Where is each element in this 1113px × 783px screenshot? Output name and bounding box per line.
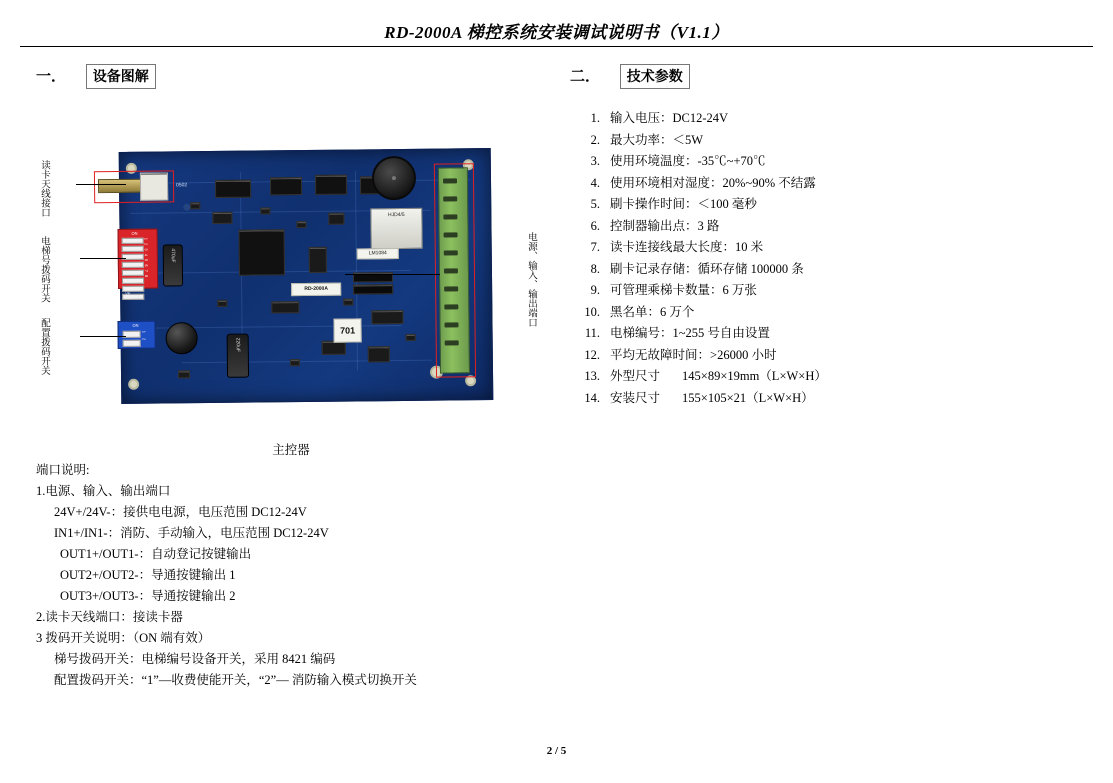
dip2-number-labels: 1 2 xyxy=(141,330,147,343)
spec-index: 7. xyxy=(590,240,600,254)
port-line: 2.读卡天线端口：接读卡器 xyxy=(36,610,183,624)
mounting-hole xyxy=(130,381,137,388)
section-two-number: 二． xyxy=(570,69,601,85)
spec-value: 3 路 xyxy=(697,218,720,233)
dip2-on-label: ON xyxy=(132,322,139,328)
section-heading-device-diagram xyxy=(36,64,156,89)
spec-index: 12. xyxy=(584,347,600,362)
spec-value: 1~255 号自由设置 xyxy=(672,326,770,340)
port-line: 1.电源、输入、输出端口 xyxy=(36,484,171,498)
spec-index: 13. xyxy=(584,369,600,383)
spec-value: 6 万张 xyxy=(722,283,757,297)
spec-label: 使用环境相对湿度： xyxy=(610,175,723,190)
spec-row xyxy=(566,388,1086,410)
page-title: RD-2000A 梯控系统安装调试说明书（V1.1） xyxy=(384,23,729,42)
port-line: IN1+/IN1-：消防、手动输入，电压范围 DC12-24V xyxy=(54,526,329,540)
silk-0502: 0502 xyxy=(176,182,188,189)
spec-row xyxy=(566,130,1086,152)
spec-row xyxy=(566,302,1086,324)
callout-antenna-port: 读卡天线接口 xyxy=(39,160,49,217)
capacitor-470uf xyxy=(163,244,183,286)
dip-switch-lever[interactable] xyxy=(123,340,141,347)
spec-label: 最大功率： xyxy=(610,132,673,147)
resistor xyxy=(296,221,306,228)
resistor xyxy=(190,202,200,209)
port-description-block xyxy=(36,460,556,691)
inductor xyxy=(165,322,197,354)
resistor xyxy=(260,207,270,214)
spec-index: 3. xyxy=(590,154,600,168)
capacitor-220uf xyxy=(227,334,249,378)
pcb-substrate xyxy=(119,148,494,404)
section-two-title: 技术参数 xyxy=(620,64,690,89)
ic-chip xyxy=(368,346,390,362)
capacitor-value-label: 220uF xyxy=(234,337,241,352)
spec-index: 2. xyxy=(590,132,600,147)
ic-chip xyxy=(212,212,232,224)
spec-row xyxy=(566,216,1086,238)
capacitor-value-label: 470uF xyxy=(169,248,176,263)
resistor xyxy=(290,359,300,366)
spec-label: 外型尺寸 xyxy=(610,369,661,383)
io-highlight-box xyxy=(434,163,476,377)
spec-label: 输入电压： xyxy=(610,111,673,125)
spec-label: 刷卡操作时间： xyxy=(610,197,698,211)
ic-chip xyxy=(215,180,251,198)
resistor xyxy=(343,299,353,306)
spec-row xyxy=(566,108,1086,130)
ic-chip xyxy=(270,177,302,195)
callout-leader xyxy=(345,274,440,275)
port-line: 3 拨码开关说明：（ON 端有效） xyxy=(36,631,211,645)
callout-leader xyxy=(76,184,126,185)
antenna-highlight-box xyxy=(94,170,174,203)
callout-elevator-dip: 电梯号拨码开关 xyxy=(39,236,49,303)
spec-label: 使用环境温度 xyxy=(610,154,686,168)
board-name-label: RD-2000A xyxy=(291,283,341,297)
spec-index: 14. xyxy=(584,390,600,405)
header-divider xyxy=(20,46,1093,47)
dip-switch-lever[interactable] xyxy=(122,270,144,276)
spec-label: 刷卡记录存储： xyxy=(610,261,698,276)
spec-label: 读卡连接线最大长度 xyxy=(610,240,723,254)
section-heading-specs xyxy=(570,64,690,89)
resistor xyxy=(406,334,416,341)
dip-on-label: ON xyxy=(131,230,138,236)
figure-caption: 主控器 xyxy=(272,443,310,457)
spec-index: 1. xyxy=(590,111,600,125)
relay-code-label: HJD4/5 xyxy=(387,211,405,219)
ic-chip xyxy=(322,341,346,355)
spec-index: 5. xyxy=(590,197,600,211)
ic-mark-701: 701 xyxy=(333,318,361,342)
spec-label: 平均无故障时间： xyxy=(610,347,711,362)
spec-index: 8. xyxy=(590,261,600,276)
port-line: OUT3+/OUT3-：导通按键输出 2 xyxy=(60,589,236,603)
callout-leader xyxy=(80,336,126,337)
relay xyxy=(370,208,422,250)
spec-label: 黑名单： xyxy=(610,304,661,319)
section-one-number: 一． xyxy=(36,69,67,85)
spec-row xyxy=(566,366,1086,388)
crystal-oscillator xyxy=(309,247,327,273)
spec-value: >26000 小时 xyxy=(710,347,777,362)
callout-io-port: 电源、输入、输出端口 xyxy=(526,232,536,327)
port-line: OUT1+/OUT1-：自动登记按键输出 xyxy=(60,547,252,561)
port-line: 24V+/24V-：接供电电源，电压范围 DC12-24V xyxy=(54,505,307,519)
regulator-label: LM1084 xyxy=(357,248,399,259)
callout-config-dip: 配置拨码开关 xyxy=(39,318,49,375)
dip-number-labels: 1 2 3 4 5 6 7 8 xyxy=(143,237,150,279)
spec-row xyxy=(566,151,1086,173)
spec-index: 11. xyxy=(584,326,600,340)
ports-heading: 端口说明: xyxy=(36,463,90,477)
callout-leader xyxy=(80,258,126,259)
spec-row xyxy=(566,194,1086,216)
spec-value: DC12-24V xyxy=(672,111,729,125)
pin-header[interactable] xyxy=(353,284,393,294)
spec-row xyxy=(566,237,1086,259)
ic-chip xyxy=(315,175,347,195)
spec-label: 可管理乘梯卡数量： xyxy=(610,283,723,297)
resistor xyxy=(178,370,190,378)
spec-value: 145×89×19mm（L×W×H） xyxy=(682,369,827,383)
spec-index: 9. xyxy=(590,283,600,297)
spec-label: 安装尺寸 xyxy=(610,390,661,405)
spec-value: 循环存储 100000 条 xyxy=(697,261,804,276)
spec-value: 6 万个 xyxy=(660,304,695,319)
dip-switch-lever[interactable] xyxy=(122,238,144,244)
pcb-trace xyxy=(182,360,432,364)
dip-switch-lever[interactable] xyxy=(122,246,144,252)
ic-chip xyxy=(271,301,299,313)
spec-row xyxy=(566,280,1086,302)
buzzer xyxy=(372,156,416,200)
spec-index: 10. xyxy=(584,304,600,319)
spec-index: 4. xyxy=(590,175,600,190)
mounting-hole xyxy=(467,377,474,384)
spec-row xyxy=(566,259,1086,281)
spec-row xyxy=(566,323,1086,345)
spec-row xyxy=(566,173,1086,195)
voltage-regulator xyxy=(371,310,403,324)
spec-value: ＜5W xyxy=(672,132,704,147)
spec-value: ＜100 毫秒 xyxy=(697,197,757,211)
dip-switch-lever[interactable] xyxy=(122,278,144,284)
port-line: 配置拨码开关：“1”—收费使能开关，“2”— 消防输入模式切换开关 xyxy=(54,673,417,687)
spec-label: 控制器输出点： xyxy=(610,218,698,233)
technical-spec-list xyxy=(566,108,1086,409)
section-one-title: 设备图解 xyxy=(86,64,156,89)
dip-switch-lever[interactable] xyxy=(122,262,144,268)
resistor xyxy=(217,300,227,307)
spec-value: 20%~90% 不结露 xyxy=(722,175,816,190)
port-line: 梯号拨码开关：电梯编号设备开关，采用 8421 编码 xyxy=(54,652,336,666)
page-number: 2 / 5 xyxy=(546,745,567,757)
spec-label: 电梯编号： xyxy=(610,326,673,340)
spec-value: ：10 米 xyxy=(722,240,764,254)
mcu-chip xyxy=(239,229,285,275)
ic-chip xyxy=(328,213,344,225)
spec-value: ：-35℃~+70℃ xyxy=(685,154,766,168)
port-line: OUT2+/OUT2-：导通按键输出 1 xyxy=(60,568,236,582)
silk-ve: VE xyxy=(125,290,131,296)
controller-board-figure xyxy=(120,150,490,400)
spec-value: 155×105×21（L×W×H） xyxy=(682,390,814,405)
spec-row xyxy=(566,345,1086,367)
config-dip-switch[interactable] xyxy=(117,321,155,349)
spec-index: 6. xyxy=(590,218,600,233)
